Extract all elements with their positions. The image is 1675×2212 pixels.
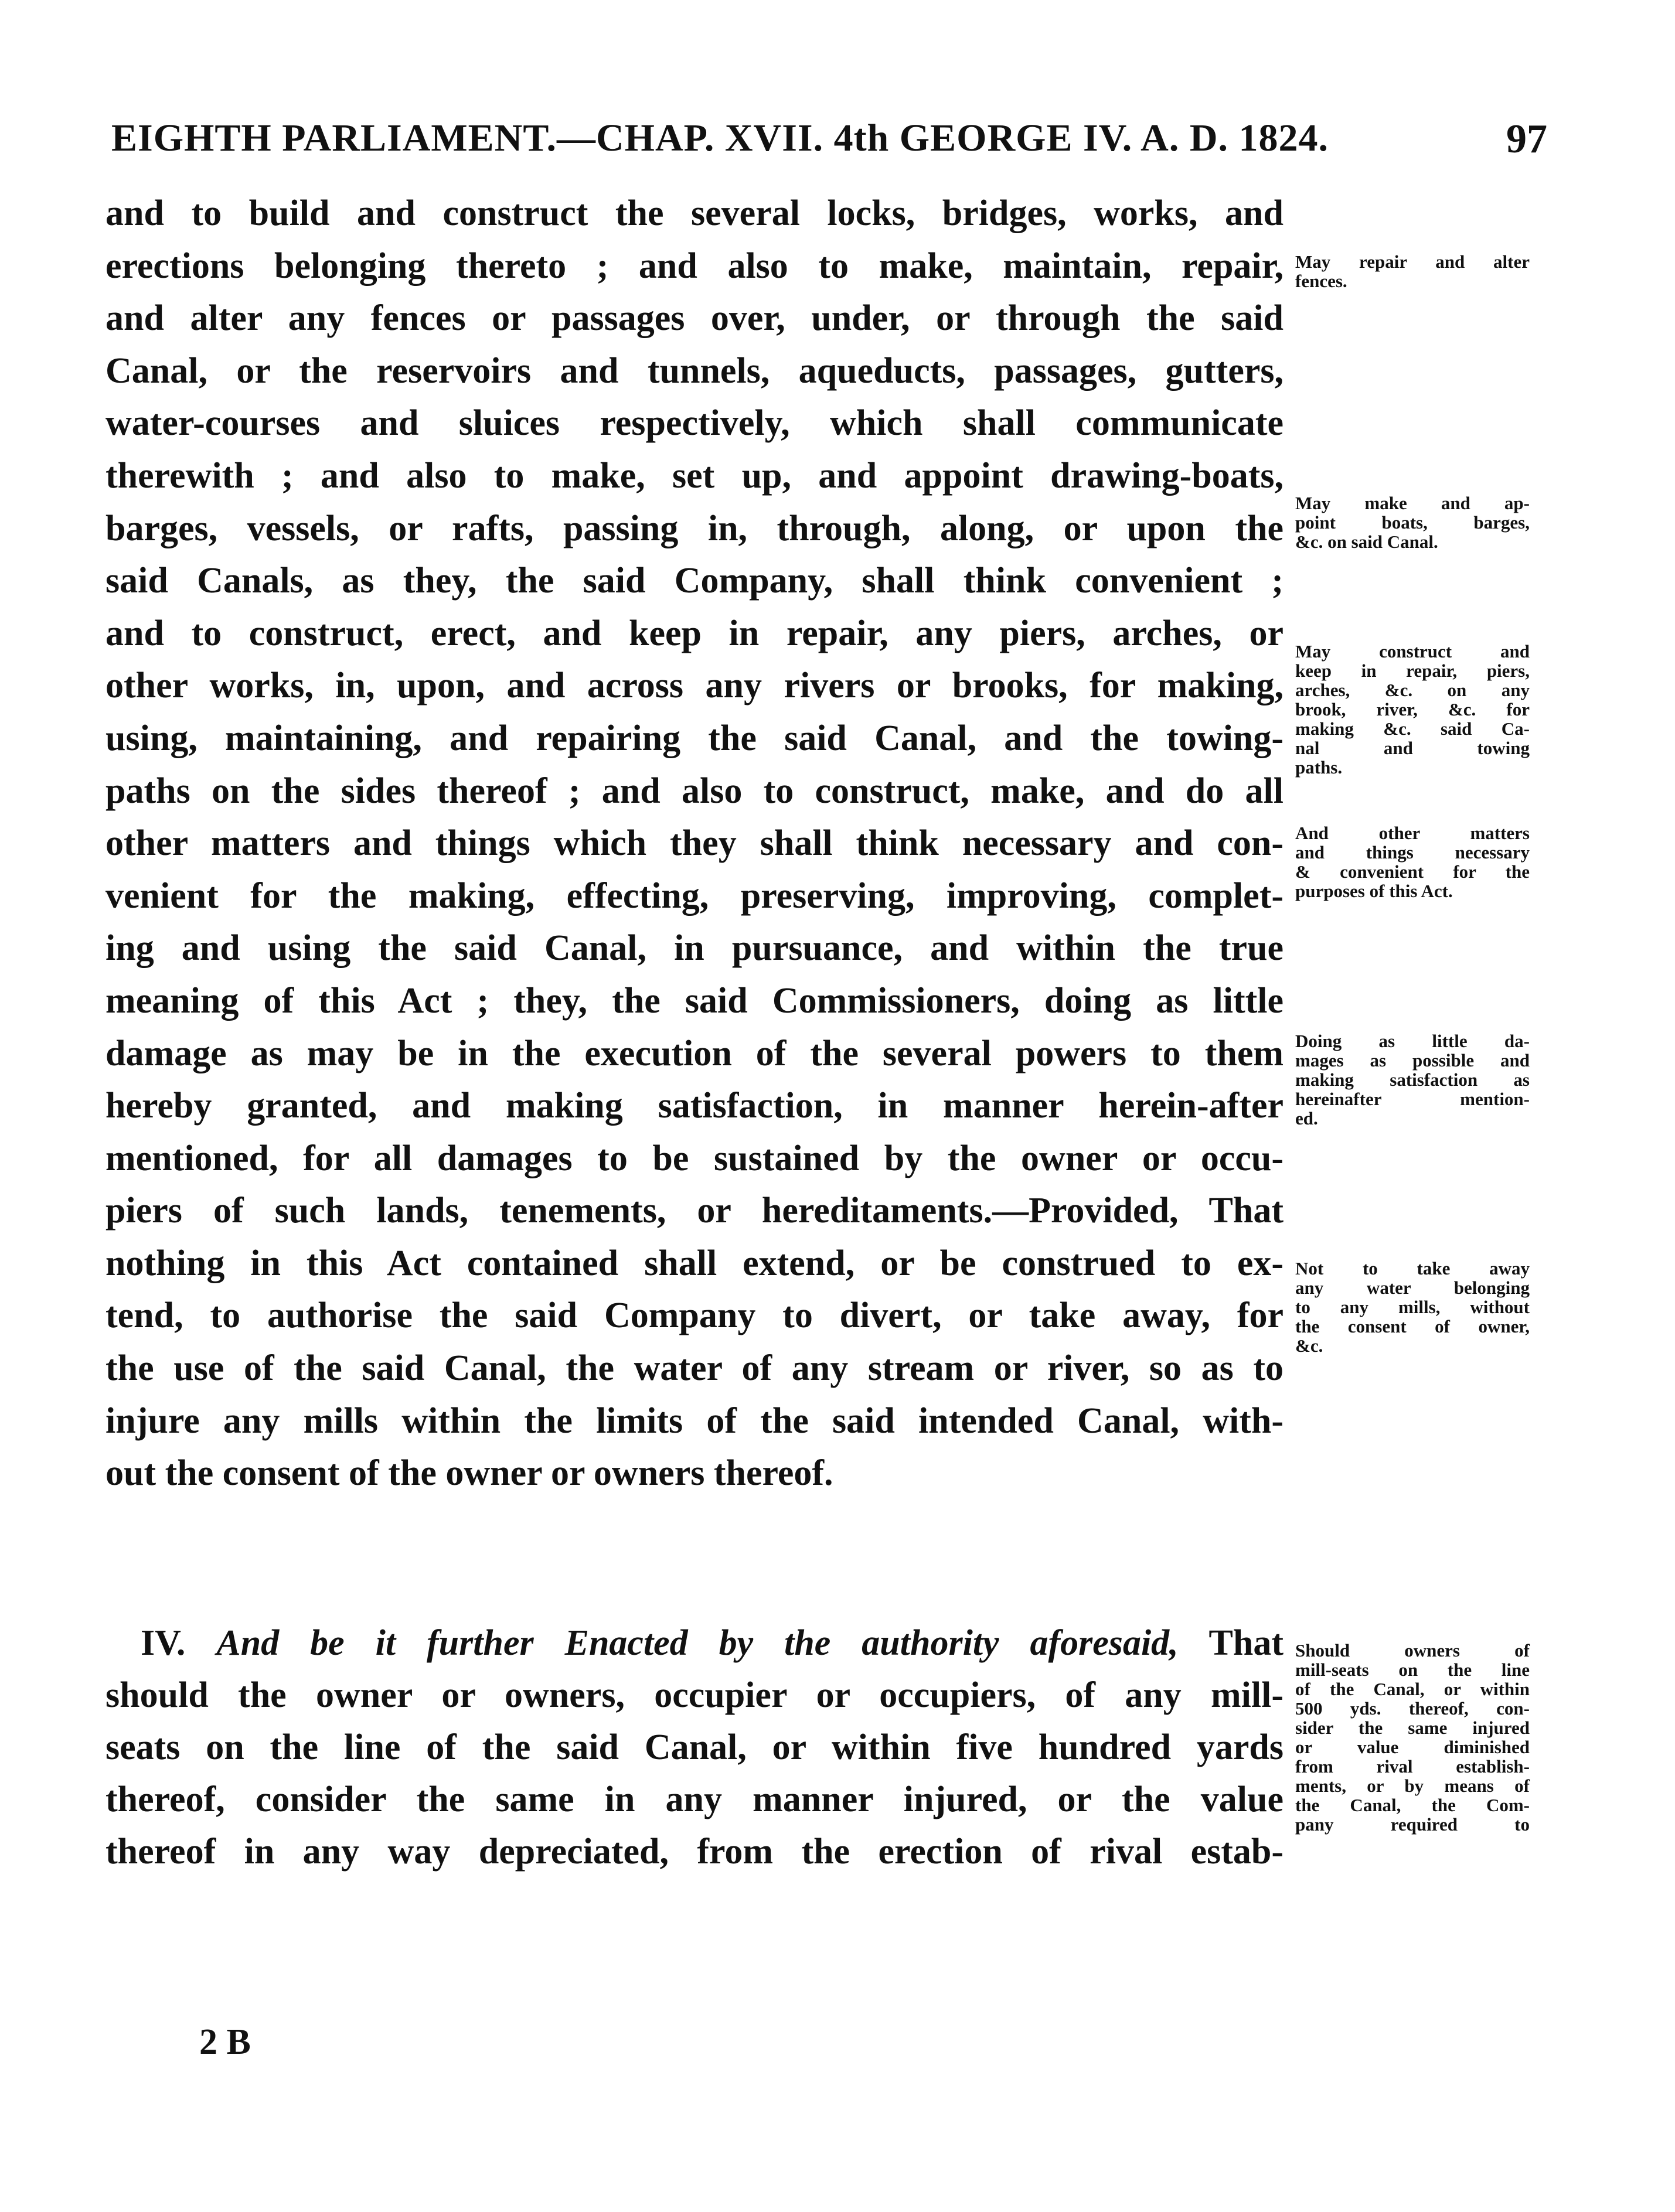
margin-line: May make and ap- — [1295, 493, 1530, 513]
text-line: Canal, or the reservoirs and tunnels, aqueducts, passages, gutters, — [105, 350, 1284, 391]
text-line: out the consent of the owner or owners thereof. — [105, 1453, 833, 1494]
text-line: ing and using the said Canal, in pursuance, and within the true — [105, 928, 1284, 969]
text-line: barges, vessels, or rafts, passing in, through, along, or upon the — [105, 508, 1284, 548]
margin-line: arches, &c. on any — [1295, 680, 1530, 700]
margin-note-other-matters — [1295, 823, 1530, 901]
margin-line: purposes of this Act. — [1295, 881, 1453, 901]
text-line: and to construct, erect, and keep in repair, any piers, arches, or — [105, 613, 1284, 653]
text-line: venient for the making, effecting, preserving, improving, complet- — [105, 875, 1284, 916]
signature-mark: 2 B — [199, 2022, 251, 2062]
text-line: therewith ; and also to make, set up, and appoint drawing-boats, — [105, 455, 1284, 496]
margin-note-boats-barges — [1295, 493, 1530, 551]
margin-line: & convenient for the — [1295, 861, 1530, 882]
text-line: tend, to authorise the said Company to divert, or take away, for — [105, 1296, 1284, 1336]
text-line: should the owner or owners, occupier or occupiers, of any mill- — [105, 1675, 1284, 1715]
margin-note-repair-fences — [1295, 252, 1530, 291]
margin-line: &c. on said Canal. — [1295, 531, 1438, 552]
text-line: nothing in this Act contained shall extend, or be construed to ex- — [105, 1243, 1284, 1283]
text-line: and alter any fences or passages over, under, or through the said — [105, 298, 1284, 339]
margin-line: Doing as little da- — [1295, 1031, 1530, 1051]
margin-line: mages as possible and — [1295, 1050, 1530, 1071]
margin-line: making &c. said Ca- — [1295, 718, 1530, 739]
margin-line: brook, river, &c. for — [1295, 699, 1530, 720]
margin-line: mill-seats on the line — [1295, 1659, 1530, 1680]
margin-line: Should owners of — [1295, 1640, 1530, 1661]
text-line: and to build and construct the several locks, bridges, works, and — [105, 193, 1284, 233]
text-line: mentioned, for all damages to be sustained by the owner or occu- — [105, 1138, 1284, 1178]
text-line: water-courses and sluices respectively, which shall communicate — [105, 403, 1284, 444]
header-title: EIGHTH PARLIAMENT.—CHAP. XVII. 4th GEORGE IV. A. D. 1824. — [111, 117, 1329, 159]
running-header — [111, 116, 1547, 169]
text-line: erections belonging thereto ; and also to make, maintain, repair, — [105, 246, 1284, 286]
margin-line: paths. — [1295, 757, 1343, 778]
margin-line: from rival establish- — [1295, 1756, 1530, 1777]
margin-line: fences. — [1295, 271, 1347, 291]
margin-line: sider the same injured — [1295, 1717, 1530, 1738]
text-line: thereof, consider the same in any manner injured, or the value — [105, 1780, 1284, 1819]
margin-line: to any mills, without — [1295, 1297, 1530, 1317]
margin-line: the Canal, the Com- — [1295, 1795, 1530, 1815]
section-iv-first-line — [105, 1617, 1284, 1669]
text-line: hereby granted, and making satisfaction, in manner herein-after — [105, 1086, 1284, 1126]
margin-line: 500 yds. thereof, con- — [1295, 1698, 1530, 1719]
margin-line: ed. — [1295, 1108, 1318, 1129]
text-line: said Canals, as they, the said Company, shall think convenient ; — [105, 561, 1284, 601]
main-paragraph — [105, 188, 1284, 1500]
text-line: other works, in, upon, and across any rivers or brooks, for making, — [105, 666, 1284, 706]
margin-line: making satisfaction as — [1295, 1069, 1530, 1090]
margin-line: nal and towing — [1295, 738, 1530, 758]
text-line: the use of the said Canal, the water of any stream or river, so as to — [105, 1348, 1284, 1389]
margin-line: of the Canal, or within — [1295, 1679, 1530, 1699]
text-line: other matters and things which they shall think necessary and con- — [105, 823, 1284, 864]
margin-note-mills-water — [1295, 1259, 1530, 1355]
margin-line: or value diminished — [1295, 1737, 1530, 1757]
text-line: damage as may be in the execution of the several powers to them — [105, 1033, 1284, 1073]
text-line: meaning of this Act ; they, the said Commissioners, doing as little — [105, 980, 1284, 1021]
margin-line: hereinafter mention- — [1295, 1089, 1530, 1109]
margin-note-piers-arches — [1295, 642, 1530, 777]
page-number: 97 — [1506, 117, 1547, 162]
margin-note-mill-seats — [1295, 1641, 1530, 1834]
margin-line: any water belonging — [1295, 1277, 1530, 1298]
margin-line: &c. — [1295, 1335, 1323, 1356]
margin-line: the consent of owner, — [1295, 1316, 1530, 1337]
text-line: injure any mills within the limits of the said intended Canal, with- — [105, 1400, 1284, 1441]
margin-line: and things necessary — [1295, 842, 1530, 863]
section-iv-paragraph — [105, 1617, 1284, 1878]
margin-line: And other matters — [1295, 823, 1530, 843]
text-line: paths on the sides thereof ; and also to construct, make, and do all — [105, 771, 1284, 811]
margin-line: keep in repair, piers, — [1295, 660, 1530, 681]
text-line: piers of such lands, tenements, or hereditaments.—Provided, That — [105, 1191, 1284, 1231]
enacting-clause: And be it further Enacted by the authority aforesaid, — [216, 1623, 1179, 1663]
margin-line: May repair and alter — [1295, 251, 1530, 272]
text-line: seats on the line of the said Canal, or within five hundred yards — [105, 1727, 1284, 1767]
first-line-rest: That — [1208, 1623, 1284, 1663]
margin-line: Not to take away — [1295, 1258, 1530, 1279]
margin-line: ments, or by means of — [1295, 1775, 1530, 1796]
margin-line: May construct and — [1295, 641, 1530, 662]
margin-line: point boats, barges, — [1295, 512, 1530, 533]
margin-note-little-damage — [1295, 1031, 1530, 1128]
text-line: thereof in any way depreciated, from the erection of rival estab- — [105, 1832, 1284, 1872]
margin-line: pany required to — [1295, 1814, 1530, 1835]
section-numeral: IV. — [141, 1623, 186, 1663]
text-line: using, maintaining, and repairing the said Canal, and the towing- — [105, 718, 1284, 758]
